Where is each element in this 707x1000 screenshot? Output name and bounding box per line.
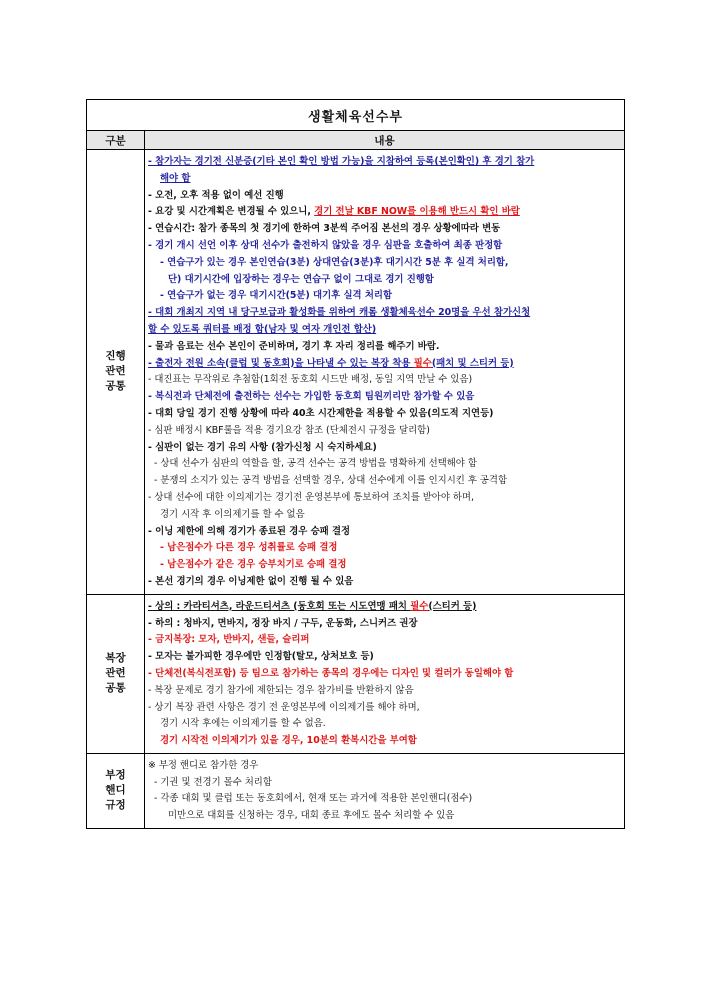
rule-text: - 하의 : 청바지, 면바지, 정장 바지 / 구두, 운동화, 스니커즈 권장 [148,617,418,629]
rule-line [148,616,622,633]
rule-text: ※ 부정 핸디로 참가한 경우 [148,759,259,771]
rule-text: - 연습구가 있는 경우 본인연습(3분) 상대연습(3분)후 대기시간 5분 후 실격 처리함, [160,256,509,268]
rule-line [148,339,622,356]
rule-text: - 출전자 전원 소속(클럽 및 동호회)을 나타낼 수 있는 복장 착용 [148,357,414,369]
rule-text: - 모자는 불가피한 경우에만 인정함(탈모, 상처보호 등) [148,651,374,663]
rule-text: - 분쟁의 소지가 있는 공격 방법을 선택할 경우, 상대 선수에게 이를 인지시킨 후 공격함 [154,475,508,487]
rule-text: - 이닝 제한에 의해 경기가 종료된 경우 승패 결정 [148,525,351,537]
rule-text: - 복장 문제로 경기 참가에 제한되는 경우 참가비를 반환하지 않음 [148,684,414,696]
category-label-line: 진행 [105,350,126,363]
category-label-line: 관련 [105,667,126,680]
rule-line [148,808,622,825]
rule-text: - 복식전과 단체전에 출전하는 선수는 가입한 동호회 팀원끼리만 참가할 수 있음 [148,391,475,403]
rule-text: - 경기 개시 선언 이후 상대 선수가 출전하지 않았을 경우 심판을 호출하여 최종 판정함 [148,239,503,251]
category-label-line: 공통 [105,380,126,393]
category-label-line: 복장 [105,652,126,665]
rule-line [148,440,622,457]
rule-line [148,154,622,171]
rule-text: - 오전, 오후 적용 없이 예선 진행 [148,189,284,201]
rule-text: 단) 대기시간에 입장하는 경우는 연습구 없이 그대로 경기 진행함 [168,273,434,285]
rule-line [148,288,622,305]
category-label-line: 핸디 [105,784,126,797]
rule-line [148,507,622,524]
category-label-line: 부정 [105,769,126,782]
rule-line [148,171,622,188]
header-content: 내용 [145,131,625,150]
rule-text: - 상의 : 카라티셔츠, 라운드티셔츠 (동호회 또는 시도연맹 패치 [148,600,411,612]
rule-line [148,733,622,750]
rule-text: 미만으로 대회를 신청하는 경우, 대회 종료 후에도 몰수 처리할 수 있음 [168,810,455,822]
rule-line [148,683,622,700]
rule-text: - 단체전(복식전포함) 등 팀으로 참가하는 종목의 경우에는 디자인 및 컬러가 동일해야 함 [148,667,514,679]
header-category: 구분 [87,131,145,150]
rule-line [148,599,622,616]
rule-line [148,204,622,221]
section-row-handicap [87,753,625,828]
rule-line [148,389,622,406]
rule-text: - 요강 및 시간계획은 변경될 수 있으니, [148,206,315,218]
rule-line [148,716,622,733]
rule-text: - 본선 경기의 경우 이닝제한 없이 진행 될 수 있음 [148,575,354,587]
rule-text: - 상대 선수가 심판의 역할을 할, 공격 선수는 공격 방법을 명확하게 선택해야 함 [154,458,477,470]
rule-line [148,540,622,557]
rule-text: - 참가자는 경기전 신분증(기타 본인 확인 방법 가능)을 지참하여 등록(본인확인) 후 경기 참가 [148,156,535,167]
rule-highlight-tail: (패치 및 스티커 등) [431,357,514,369]
section-row-progress [87,150,625,595]
rule-text: - 연습구가 없는 경우 대기시간(5분) 대기후 실격 처리함 [160,290,393,302]
rule-line [148,473,622,490]
rule-text: - 대진표는 무작위로 추첨함(1회전 동호회 시드만 배정, 동일 지역 만날 수 있음) [148,374,473,386]
rule-text: - 심판이 없는 경기 유의 사항 (참가신청 시 숙지하세요) [148,441,377,453]
rule-text: - 대회 당일 경기 진행 상황에 따라 40초 시간제한을 적용할 수 있음(의도적 지연등) [148,407,494,419]
rule-line [148,649,622,666]
rule-line [148,775,622,792]
category-label-line: 규정 [105,799,126,812]
rule-text: - 연습시간: 참가 종목의 첫 경기에 한하여 3분씩 주어짐 본선의 경우 상황에따라 변동 [148,223,501,235]
rule-highlight-tail: (스티커 등) [428,600,477,612]
rule-line [148,221,622,238]
rule-line [148,791,622,808]
rule-line [148,700,622,717]
rule-line [148,557,622,574]
rule-line [148,574,622,591]
rule-text: - 상기 복장 관련 사항은 경기 전 운영본부에 이의제기를 해야 하며, [148,701,420,713]
rule-line [148,632,622,649]
category-handicap [87,753,145,828]
rule-text: - 대회 개최지 지역 내 당구보급과 활성화를 위하여 캐롬 생활체육선수 20명을 우선 참가신청 [148,307,531,319]
rule-line [148,238,622,255]
rule-text: 경기 시작 후에는 이의제기를 할 수 없음. [160,718,326,730]
rule-text: - 남은점수가 같은 경우 승부치기로 승패 결정 [160,559,347,571]
category-progress [87,150,145,595]
rule-text: - 물과 음료는 선수 본인이 준비하며, 경기 후 자리 정리를 해주기 바람. [148,340,440,352]
rule-line [148,758,622,775]
rule-text: 해야 함 [160,172,191,184]
rules-table [86,99,625,829]
rule-highlight: 필수 [410,600,429,612]
rule-text: - 금지복장: 모자, 반바지, 샌들, 슬리퍼 [148,634,310,646]
rule-line [148,188,622,205]
header-row [87,131,625,150]
content-progress [145,150,625,595]
rule-text: - 남은점수가 다른 경우 성취률로 승패 결정 [160,542,338,554]
rule-line [148,423,622,440]
rule-line [148,322,622,339]
rule-line [148,456,622,473]
rule-line [148,305,622,322]
category-label-line: 관련 [105,365,126,378]
rule-text: 할 수 있도록 쿼터를 배정 함(남자 및 여자 개인전 합산) [148,323,377,335]
rule-highlight: 경기 전날 KBF NOW를 이용해 반드시 확인 바람 [314,206,520,218]
rule-line [148,524,622,541]
content-attire [145,594,625,753]
section-row-attire [87,594,625,753]
rule-text: 경기 시작전 이의제기가 있을 경우, 10분의 환복시간을 부여함 [160,735,417,747]
rule-line [148,255,622,272]
category-attire [87,594,145,753]
page-title: 생활체육선수부 [87,100,625,131]
rule-line [148,372,622,389]
rule-text: - 상대 선수에 대한 이의제기는 경기전 운영본부에 통보하여 조치를 받아야 하며, [148,491,474,503]
rule-line [148,490,622,507]
rule-highlight: 필수 [413,357,432,369]
content-handicap [145,753,625,828]
rule-line [148,356,622,373]
rule-text: - 심판 배정시 KBF룰을 적용 경기요강 참조 (단체전시 규정을 달리함) [148,424,430,436]
rule-line [148,666,622,683]
rule-text: - 각종 대회 및 클럽 또는 동호회에서, 현재 또는 과거에 적용한 본인핸디(점수) [154,793,473,805]
rule-line [148,272,622,289]
category-label-line: 공통 [105,682,126,695]
rule-text: 경기 시작 후 이의제기를 할 수 없음 [160,508,305,520]
rule-text: - 기권 및 전경기 몰수 처리함 [154,776,272,788]
title-row [87,100,625,131]
rule-line [148,406,622,423]
